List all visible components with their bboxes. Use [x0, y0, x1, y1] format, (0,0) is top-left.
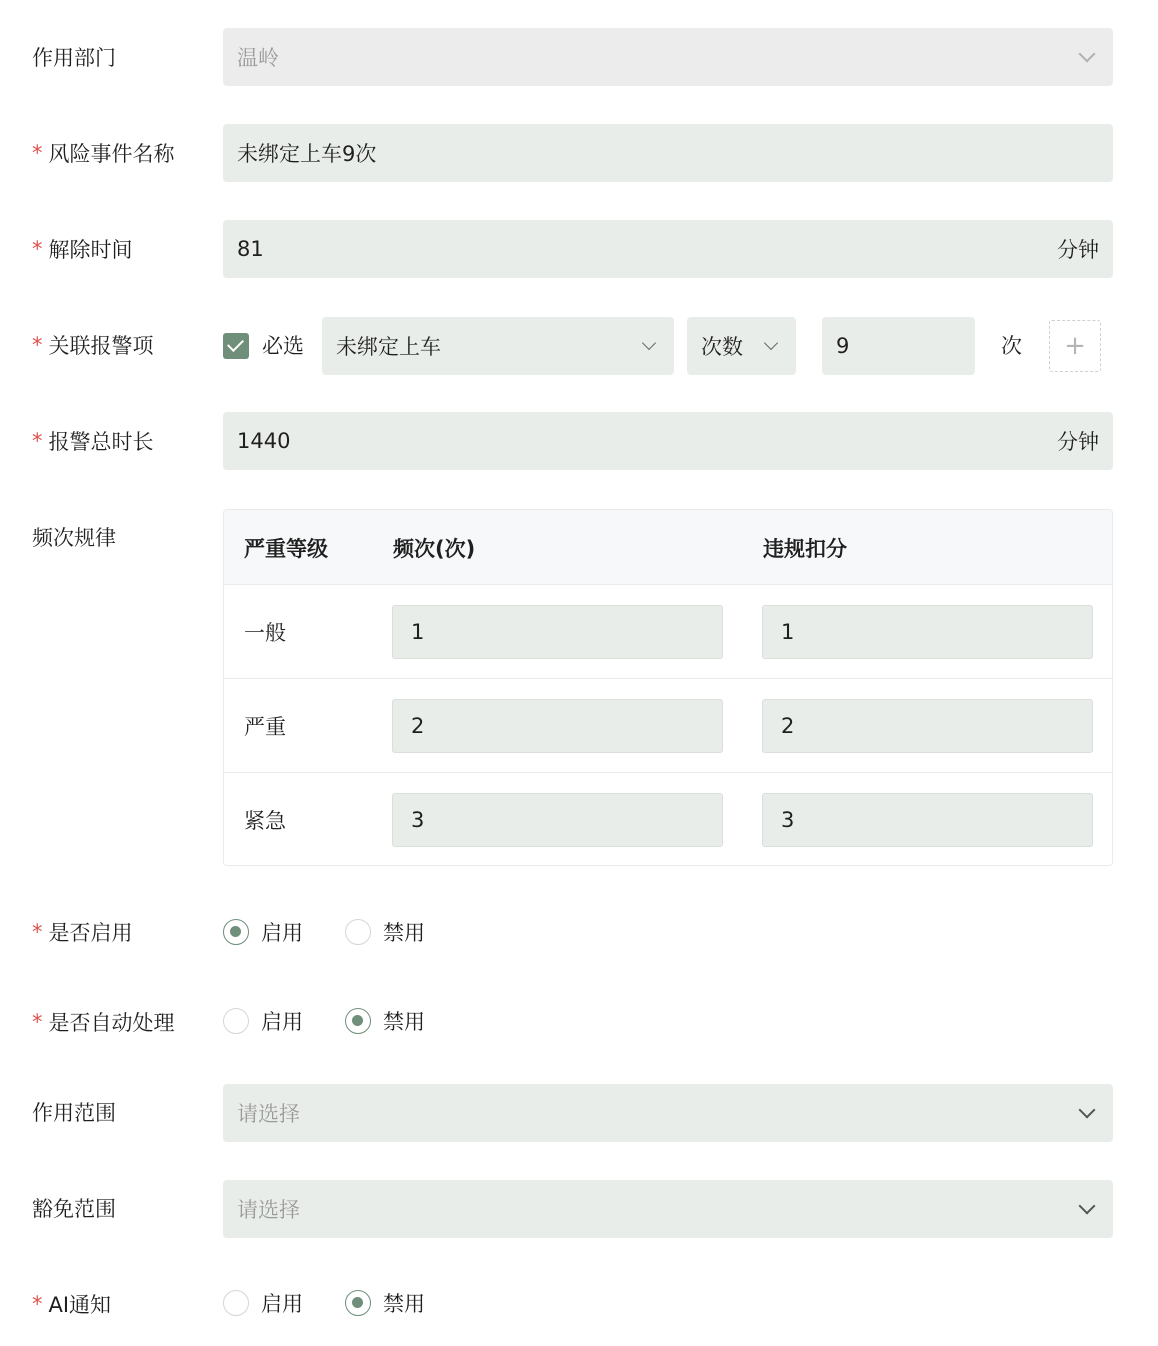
enabled-label: * 是否启用 [32, 920, 133, 945]
exempt-placeholder: 请选择 [237, 1198, 300, 1222]
frequency-table [223, 509, 1113, 866]
table-header [224, 510, 1112, 585]
event-name-input[interactable] [223, 124, 1113, 182]
release-time-input[interactable] [223, 220, 1113, 278]
row-level: 一般 [244, 621, 286, 645]
ai-notify-label: * AI通知 [32, 1292, 112, 1317]
auto-process-option-on: 启用 [261, 1010, 303, 1034]
count-unit: 次 [1001, 334, 1022, 358]
table-row [224, 679, 1112, 773]
event-name-value: 未绑定上车9次 [237, 142, 377, 166]
auto-process-option-off: 禁用 [383, 1010, 425, 1034]
ai-notify-radio-off[interactable] [345, 1290, 371, 1316]
auto-process-radio-off[interactable] [345, 1008, 371, 1034]
row-level: 紧急 [244, 809, 286, 833]
chevron-down-icon [642, 336, 656, 350]
required-checkbox[interactable] [223, 333, 249, 359]
enabled-option-on: 启用 [261, 921, 303, 945]
alarm-total-unit: 分钟 [1057, 430, 1099, 454]
auto-process-label: * 是否自动处理 [32, 1010, 175, 1035]
chevron-down-icon [764, 336, 778, 350]
required-checkbox-label: 必选 [262, 334, 304, 358]
count-input[interactable] [822, 317, 975, 375]
scope-label: 作用范围 [32, 1101, 116, 1125]
alarm-type-select[interactable] [322, 317, 674, 375]
metric-select[interactable] [687, 317, 796, 375]
row-level: 严重 [244, 715, 286, 739]
alarm-total-label: * 报警总时长 [32, 429, 154, 454]
department-select[interactable] [223, 28, 1113, 86]
frequency-input[interactable]: 2 [392, 699, 723, 753]
exempt-select[interactable] [223, 1180, 1113, 1238]
table-row [224, 585, 1112, 679]
chevron-down-icon [1079, 1198, 1096, 1215]
header-frequency: 频次(次) [393, 536, 476, 561]
release-time-label: * 解除时间 [32, 237, 133, 262]
ai-notify-option-off: 禁用 [383, 1292, 425, 1316]
alarm-total-input[interactable] [223, 412, 1113, 470]
frequency-label: 频次规律 [32, 526, 116, 550]
count-value: 9 [836, 334, 850, 358]
plus-icon: + [1064, 331, 1086, 361]
enabled-option-off: 禁用 [383, 921, 425, 945]
event-name-label: * 风险事件名称 [32, 141, 175, 166]
score-input[interactable]: 3 [762, 793, 1093, 847]
alarm-type-value: 未绑定上车 [336, 335, 441, 359]
score-input[interactable]: 1 [762, 605, 1093, 659]
department-value: 温岭 [237, 46, 279, 70]
enabled-radio-off[interactable] [345, 919, 371, 945]
metric-value: 次数 [701, 335, 743, 359]
auto-process-radio-on[interactable] [223, 1008, 249, 1034]
header-level: 严重等级 [244, 536, 328, 561]
enabled-radio-on[interactable] [223, 919, 249, 945]
release-time-unit: 分钟 [1057, 238, 1099, 262]
alarm-total-value: 1440 [237, 429, 291, 453]
scope-placeholder: 请选择 [237, 1102, 300, 1126]
header-score: 违规扣分 [763, 536, 847, 561]
ai-notify-option-on: 启用 [261, 1292, 303, 1316]
chevron-down-icon [1079, 46, 1096, 63]
exempt-label: 豁免范围 [32, 1197, 116, 1221]
score-input[interactable]: 2 [762, 699, 1093, 753]
department-label: 作用部门 [32, 46, 116, 70]
chevron-down-icon [1079, 1102, 1096, 1119]
alarm-items-label: * 关联报警项 [32, 333, 154, 358]
frequency-input[interactable]: 1 [392, 605, 723, 659]
release-time-value: 81 [237, 237, 264, 261]
scope-select[interactable] [223, 1084, 1113, 1142]
add-alarm-button[interactable] [1049, 320, 1101, 372]
frequency-input[interactable]: 3 [392, 793, 723, 847]
table-row [224, 773, 1112, 866]
ai-notify-radio-on[interactable] [223, 1290, 249, 1316]
